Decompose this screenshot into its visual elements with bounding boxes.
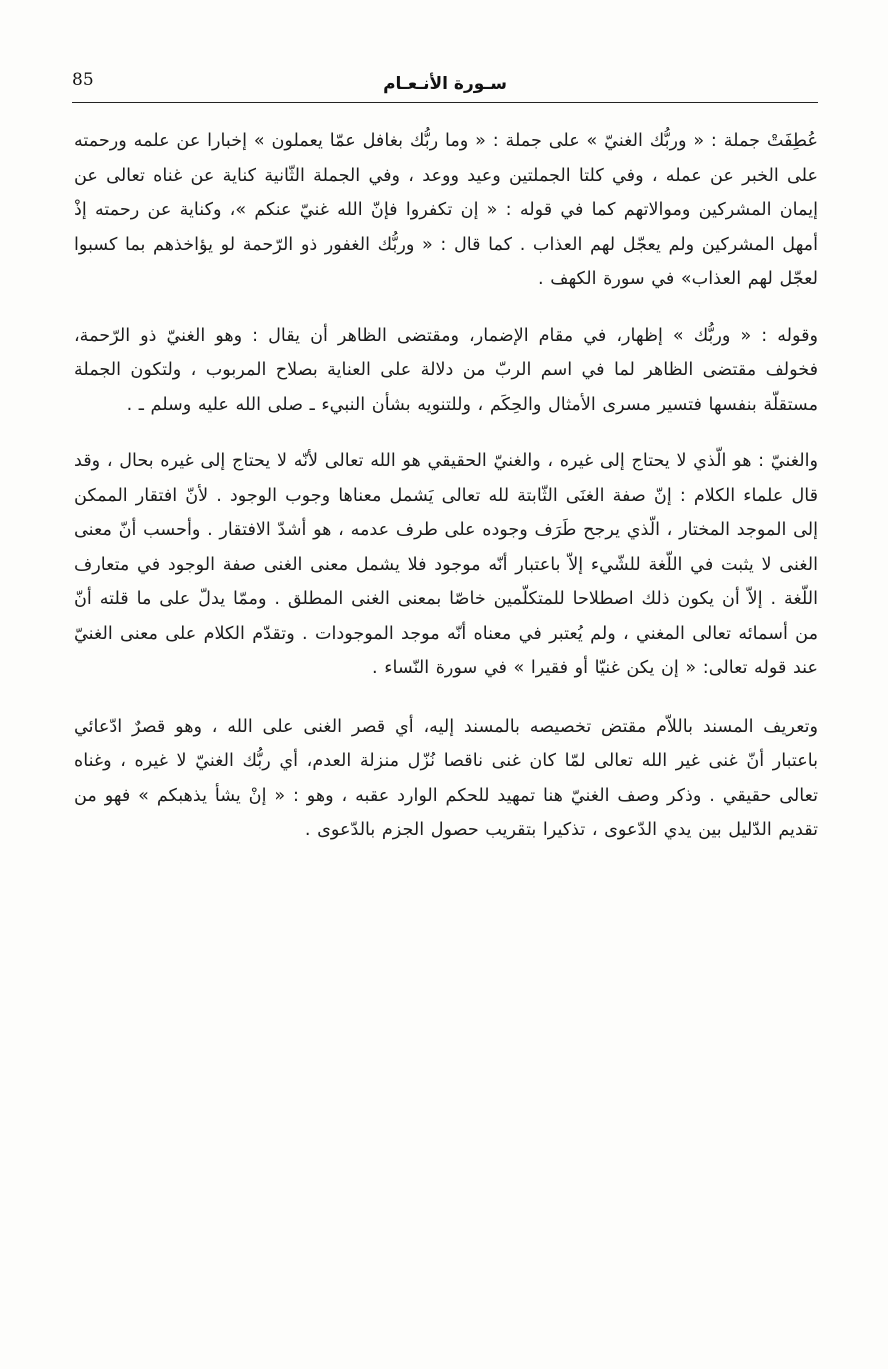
header-rule [72,102,818,103]
paragraph-1: عُطِفَتْ جملة : « وربُّك الغنيّ » على جملة : « وما ربُّك بغافل عمّا يعملون » إخبارا عن علمه ورحمته على الخبر عن عمله ، وفي كلتا الجملتين وعيد ووعد ، وفي الجملة الثّانية كناية عن غناه تعالى عن إيمان المشركين وموالاتهم كما في قوله : « إن تكفروا فإنّ الله غنيّ عنكم »، وكناية عن رحمته إذْ أمهل المشركين ولم يعجّل لهم العذاب . كما قال : « وربُّك الغفور ذو الرّحمة لو يؤاخذهم بما كسبوا لعجّل لهم العذاب» في سورة الكهف . [74,131,818,289]
running-title: سـورة الأنـعـام [383,74,507,94]
paragraph-3: والغنيّ : هو الّذي لا يحتاج إلى غيره ، والغنيّ الحقيقي هو الله تعالى لأنّه لا يحتاج إلى غيره بحال ، وقد قال علماء الكلام : إنّ صفة الغنَى الثّابتة لله تعالى يَشمل معناها وجوب الوجود . لأنّ افتقار الممكن إلى الموجد المختار ، الّذي يرجح طَرَف وجوده على طرف عدمه ، هو أشدّ الافتقار . وأحسب أنّ معنى الغنى لا يثبت في اللّغة للشّيء إلاّ باعتبار أنّه موجود فلا يشمل معنى الغنى صفة الوجود في متعارف اللّغة . إلاّ أن يكون ذلك اصطلاحا للمتكلّمين خاصّا بمعنى الغنى المطلق . وممّا يدلّ على ما قلته أنّ من أسمائه تعالى المغني ، ولم يُعتبر في معناه أنّه موجد الموجودات . وتقدّم الكلام على معنى الغنيّ عند قوله تعالى: « إن يكن غنيّا أو فقيرا » في سورة النّساء . [74,451,818,678]
paragraph-2: وقوله : « وربُّك » إظهار، في مقام الإضمار، ومقتضى الظاهر أن يقال : وهو الغنيّ ذو الرّحمة، فخولف مقتضى الظاهر لما في اسم الربّ من دلالة على العناية بصلاح المربوب ، ولتكون الجملة مستقلّة بنفسها فتسير مسرى الأمثال والحِكَم ، وللتنويه بشأن النبيء ـ صلى الله عليه وسلم ـ . [74,325,818,415]
paragraph-4: وتعريف المسند باللاّم مقتض تخصيصه بالمسند إليه، أي قصر الغنى على الله ، وهو قصرٌ ادّعائي باعتبار أنّ غنى غير الله تعالى لمّا كان غنى ناقصا نُزّل منزلة العدم، أي ربُّك الغنيّ لا غيره ، وغناه تعالى حقيقي . وذكر وصف الغنيّ هنا تمهيد للحكم الوارد عقبه ، وهو : « إنْ يشأ يذهبكم » فهو من تقديم الدّليل بين يدي الدّعوى ، تذكيرا بتقريب حصول الجزم بالدّعوى . [74,716,818,840]
page-number: 85 [72,70,94,90]
page-header [72,66,818,106]
body-text [74,124,818,868]
